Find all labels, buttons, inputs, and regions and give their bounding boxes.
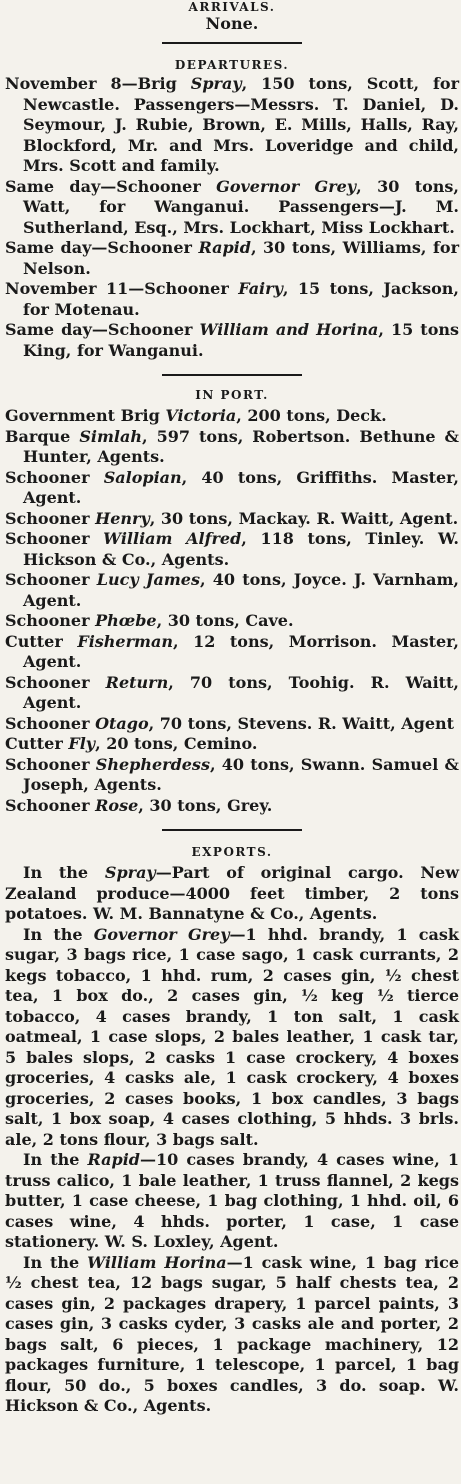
in-port-entry: [5, 611, 459, 632]
entry-details: , 30 tons, Mackay. R. Waitt, Agent.: [149, 508, 459, 528]
entry-lead: Schooner: [5, 529, 104, 548]
entry-details: , 597 tons, Robertson. Bethune & Hunter, Agents.: [23, 426, 459, 466]
in-port-entry: [5, 632, 459, 673]
in-port-list: [5, 406, 459, 816]
entry-details: , 15 tons King, for Wanganui.: [23, 320, 460, 360]
entry-details: , 20 tons, Cemino.: [95, 734, 258, 753]
exports-heading: EXPORTS.: [191, 845, 273, 859]
entry-details: , 40 tons, Swann. Samuel & Joseph, Agents.: [23, 754, 459, 794]
in-port-entry: [5, 529, 459, 570]
entry-lead: Schooner: [5, 570, 97, 589]
ship-name: William Horina: [87, 1252, 227, 1272]
ship-name: Governor Grey: [216, 176, 357, 196]
departures-list: [5, 74, 459, 361]
ship-name: Return: [105, 672, 169, 692]
in-port-entry: [5, 755, 459, 796]
departure-entry: [5, 279, 459, 320]
entry-lead: November 11—Schooner: [5, 279, 239, 298]
ship-name: Rapid: [87, 1150, 140, 1169]
entry-lead: Schooner: [5, 754, 96, 774]
entry-details: —10 cases brandy, 4 cases wine, 1 truss calico, 1 bale leather, 1 truss flannel, 2 kegs butter, 1 case cheese, 1 bag clothing, 1 hhd. oil, 6 cases wine, 4 hhds. porter, 1 case, 1 case stationery. W. S. Loxley, Agent.: [5, 1150, 460, 1251]
in-port-entry: [5, 570, 459, 611]
ship-name: Phœbe: [95, 611, 157, 630]
export-entry: [5, 863, 459, 925]
entry-details: —Part of original cargo. New Zealand produce—4000 feet timber, 2 tons potatoes. W. M. Bannatyne & Co., Agents.: [5, 863, 459, 923]
entry-lead: Same day—Schooner: [5, 320, 200, 339]
entry-details: , 15 tons, Jackson, for Motenau.: [23, 279, 459, 319]
departure-entry: [5, 177, 459, 239]
arrivals-text: None.: [205, 14, 259, 33]
entry-details: , 30 tons, Grey.: [138, 795, 273, 815]
ship-name: Spray: [190, 74, 242, 93]
ship-name: Fairy: [238, 279, 283, 298]
in-port-entry: [5, 406, 459, 427]
entry-lead: In the: [23, 924, 94, 944]
entry-lead: Cutter: [5, 734, 69, 753]
entry-lead: Schooner: [5, 713, 96, 733]
ship-name: Governor Grey: [93, 924, 230, 944]
export-entry: [5, 1150, 459, 1253]
export-entry: [5, 1253, 459, 1417]
ship-name: Simlah: [79, 426, 142, 446]
entry-lead: November 8—Brig: [5, 74, 191, 93]
entry-lead: Schooner: [5, 467, 104, 487]
ship-name: Rapid: [198, 238, 251, 257]
section-rule: [162, 374, 302, 376]
entry-lead: In the: [23, 1150, 88, 1169]
in-port-entry: [5, 796, 459, 817]
entry-lead: Same day—Schooner: [5, 238, 199, 257]
entry-details: —1 hhd. brandy, 1 cask sugar, 3 bags rice, 1 case sago, 1 cask currants, 2 kegs tobacco, 1 hhd. rum, 2 cases gin, ½ chest tea, 1 box do., 2 cases gin, ½ keg ½ tierce tobacco, 4 cases brandy, 1 ton salt, 1 cask oatmeal, 1 case slops, 2 bales leather, 1 cask tar, 5 bales slops, 2 casks 1 case crockery, 4 boxes groceries, 4 casks ale, 1 cask crockery, 4 boxes groceries, 2 cases books, 1 box candles, 3 bags salt, 1 box soap, 4 cases clothing, 5 hhds. 3 brls. ale, 2 tons flour, 3 bags salt.: [5, 924, 459, 1149]
in-port-heading: IN PORT.: [195, 388, 269, 402]
entry-details: , 118 tons, Tinley. W. Hickson & Co., Agents.: [23, 529, 459, 569]
ship-name: Lucy James: [96, 570, 200, 589]
entry-details: , 40 tons, Joyce. J. Varnham, Agent.: [23, 570, 459, 610]
in-port-entry: [5, 734, 459, 755]
in-port-entry: [5, 714, 459, 735]
entry-details: , 30 tons, Cave.: [156, 611, 294, 630]
entry-lead: Schooner: [5, 611, 96, 630]
ship-name: William Alfred: [103, 529, 242, 548]
entry-details: , 12 tons, Morrison. Master, Agent.: [23, 631, 460, 671]
in-port-entry: [5, 427, 459, 468]
ship-name: Henry: [95, 508, 150, 528]
entry-lead: Same day—Schooner: [5, 176, 217, 196]
exports-list: [5, 863, 459, 1417]
entry-lead: Schooner: [5, 672, 106, 692]
entry-details: , 150 tons, Scott, for Newcastle. Passengers—Messrs. T. Daniel, D. Seymour, J. Rubie, Brown, E. Mills, Halls, Ray, Blockford, Mr. and Mrs. Loveridge and child, Mrs. Scott and family.: [23, 74, 460, 175]
entry-lead: Barque: [5, 426, 80, 446]
in-port-entry: [5, 468, 459, 509]
entry-details: , 70 tons, Toohig. R. Waitt, Agent.: [23, 672, 459, 712]
in-port-entry: [5, 509, 459, 530]
entry-details: , 200 tons, Deck.: [236, 406, 387, 425]
entry-lead: Government Brig: [5, 406, 166, 425]
entry-details: , 30 tons, Watt, for Wanganui. Passengers—J. M. Sutherland, Esq., Mrs. Lockhart, Miss Lockhart.: [23, 176, 459, 237]
entry-lead: In the: [23, 863, 105, 882]
departure-entry: [5, 74, 459, 177]
ship-name: Rose: [95, 795, 139, 815]
entry-lead: In the: [23, 1252, 88, 1272]
departure-entry: [5, 238, 459, 279]
departure-entry: [5, 320, 459, 361]
arrivals-heading: ARRIVALS.: [188, 0, 276, 14]
export-entry: [5, 925, 459, 1151]
entry-details: , 70 tons, Stevens. R. Waitt, Agent: [148, 713, 455, 733]
entry-lead: Schooner: [5, 795, 96, 815]
ship-name: Victoria: [165, 406, 237, 425]
section-rule: [162, 42, 302, 44]
entry-lead: Cutter: [5, 631, 78, 651]
in-port-entry: [5, 673, 459, 714]
entry-details: , 30 tons, Williams, for Nelson.: [23, 238, 459, 278]
entry-lead: Schooner: [5, 508, 96, 528]
ship-name: Spray: [104, 863, 156, 882]
section-rule: [162, 829, 302, 831]
entry-details: —1 cask wine, 1 bag rice ½ chest tea, 12 bags sugar, 5 half chests tea, 2 cases gin, 2 packages drapery, 1 parcel paints, 3 cases gin, 3 casks cyder, 3 casks ale and porter, 2 bags salt, 6 pieces, 1 package machinery, 12 packages furniture, 1 telescope, 1 parcel, 1 bag flour, 50 do., 5 boxes candles, 3 do. soap. W. Hickson & Co., Agents.: [5, 1252, 459, 1415]
entry-details: , 40 tons, Griffiths. Master, Agent.: [23, 467, 459, 507]
ship-name: Shepherdess: [95, 754, 210, 774]
ship-name: Fisherman: [77, 631, 173, 651]
ship-name: Fly: [68, 734, 96, 753]
ship-name: William and Horina: [199, 320, 379, 339]
ship-name: Otago: [95, 713, 149, 733]
departures-heading: DEPARTURES.: [174, 58, 290, 72]
ship-name: Salopian: [103, 467, 182, 487]
